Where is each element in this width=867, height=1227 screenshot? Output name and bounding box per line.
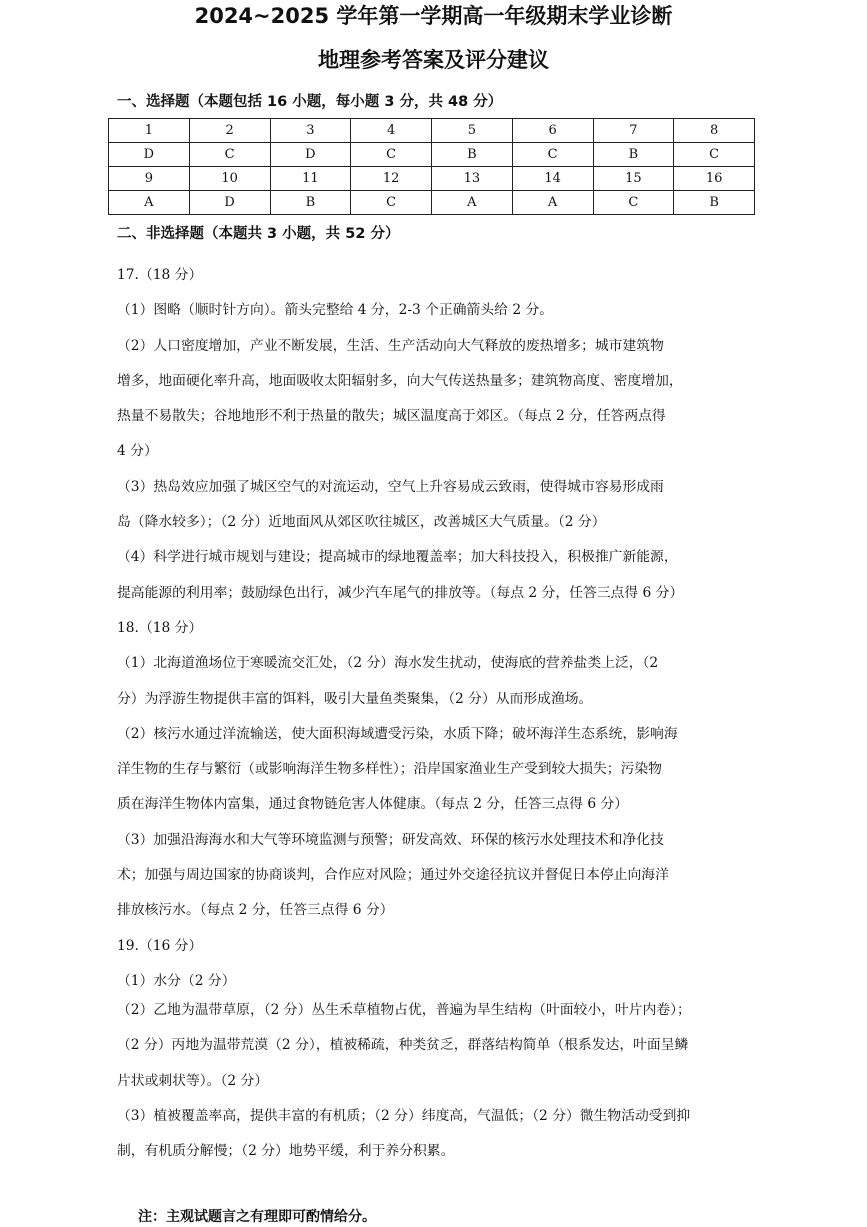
page-subtitle: 地理参考答案及评分建议 [318, 48, 549, 72]
table-cell: A [512, 191, 593, 215]
content-line: （2）人口密度增加，产业不断发展，生活、生产活动向大气释放的废热增多；城市建筑物 [117, 337, 664, 354]
content-line: 岛（降水较多）；（2 分）近地面风从郊区吹往城区，改善城区大气质量。（2 分） [117, 514, 606, 531]
table-row [109, 143, 755, 167]
content-line: （2 分）丙地为温带荒漠（2 分），植被稀疏，种类贫乏，群落结构简单（根系发达，叶面呈鳞 [117, 1037, 689, 1054]
table-cell: D [270, 143, 351, 167]
answer-table [108, 118, 755, 215]
table-cell: B [593, 143, 674, 167]
section1-heading: 一、选择题（本题包括 16 小题，每小题 3 分，共 48 分） [117, 94, 503, 110]
content-line: （3）加强沿海海水和大气等环境监测与预警；研发高效、环保的核污水处理技术和净化技 [117, 831, 664, 848]
table-row [109, 191, 755, 215]
table-row [109, 119, 755, 143]
table-cell: 5 [432, 119, 513, 143]
content-line: 质在海洋生物体内富集，通过食物链危害人体健康。（每点 2 分，任答三点得 6 分） [117, 796, 629, 813]
q19-content [117, 993, 757, 1169]
table-cell: 10 [189, 167, 270, 191]
table-cell: C [351, 143, 432, 167]
table-cell: C [674, 143, 755, 167]
content-line: 19.（16 分） [117, 937, 203, 954]
content-line: 排放核污水。（每点 2 分，任答三点得 6 分） [117, 902, 394, 919]
content-line: 18.（18 分） [117, 619, 203, 636]
content-line: （1）北海道渔场位于寒暖流交汇处，（2 分）海水发生扰动，使海底的营养盐类上泛，（2 [117, 655, 659, 672]
table-cell: C [351, 191, 432, 215]
table-cell: 11 [270, 167, 351, 191]
table-cell: 16 [674, 167, 755, 191]
content-line: 提高能源的利用率；鼓励绿色出行，减少汽车尾气的排放等。（每点 2 分，任答三点得 6 分） [117, 584, 684, 601]
content-line: 分）为浮游生物提供丰富的饵料，吸引大量鱼类聚集，（2 分）从而形成渔场。 [117, 690, 593, 707]
table-cell: C [512, 143, 593, 167]
table-cell: 8 [674, 119, 755, 143]
table-cell: B [432, 143, 513, 167]
table-cell: B [270, 191, 351, 215]
table-cell: 7 [593, 119, 674, 143]
table-cell: 13 [432, 167, 513, 191]
table-cell: 14 [512, 167, 593, 191]
table-cell: 3 [270, 119, 351, 143]
content-line: （1）图略（顺时针方向）。箭头完整给 4 分，2-3 个正确箭头给 2 分。 [117, 302, 554, 319]
content-line: 制，有机质分解慢；（2 分）地势平缓，利于养分积累。 [117, 1143, 455, 1160]
table-cell: B [674, 191, 755, 215]
footnote: 注：主观试题言之有理即可酌情给分。 [138, 1209, 376, 1225]
table-row [109, 167, 755, 191]
content-line: （2）乙地为温带草原，（2 分）丛生禾草植物占优，普遍为旱生结构（叶面较小，叶片内卷）； [117, 1002, 691, 1018]
content-line: 洋生物的生存与繁衍（或影响海洋生物多样性）；沿岸国家渔业生产受到较大损失；污染物 [117, 761, 662, 778]
table-cell: 4 [351, 119, 432, 143]
content-line: （2）核污水通过洋流输送，使大面积海域遭受污染，水质下降；破坏海洋生态系统，影响海 [117, 725, 678, 742]
content-line: 片状或刺状等）。（2 分） [117, 1072, 269, 1089]
table-cell: 15 [593, 167, 674, 191]
table-cell: A [432, 191, 513, 215]
table-cell: D [109, 143, 190, 167]
content-line: 4 分） [117, 443, 158, 460]
content-line: 热量不易散失；谷地地形不利于热量的散失；城区温度高于郊区。（每点 2 分，任答两点得 [117, 408, 666, 425]
table-cell: C [593, 191, 674, 215]
page-title: 2024~2025 学年第一学期高一年级期末学业诊断 [194, 4, 673, 28]
content-line: （3）植被覆盖率高，提供丰富的有机质；（2 分）纬度高，气温低；（2 分）微生物活动受到抑 [117, 1107, 691, 1124]
content-line: （4）科学进行城市规划与建设；提高城市的绿地覆盖率；加大科技投入，积极推广新能源， [117, 549, 678, 566]
answer-content [117, 258, 757, 999]
table-cell: C [189, 143, 270, 167]
table-cell: A [109, 191, 190, 215]
table-cell: 1 [109, 119, 190, 143]
table-cell: 6 [512, 119, 593, 143]
content-line: （3）热岛效应加强了城区空气的对流运动，空气上升容易成云致雨，使得城市容易形成雨 [117, 478, 664, 495]
table-cell: 9 [109, 167, 190, 191]
content-line: 术；加强与周边国家的协商谈判，合作应对风险；通过外交途径抗议并督促日本停止向海洋 [117, 867, 669, 884]
content-line: （1）水分（2 分） [117, 972, 236, 989]
content-line: 增多，地面硬化率升高，地面吸收太阳辐射多，向大气传送热量多；建筑物高度、密度增加， [117, 372, 683, 389]
section2-heading: 二、非选择题（本题共 3 小题，共 52 分） [117, 226, 400, 242]
table-cell: D [189, 191, 270, 215]
content-line: 17.（18 分） [117, 267, 203, 283]
table-cell: 2 [189, 119, 270, 143]
table-cell: 12 [351, 167, 432, 191]
